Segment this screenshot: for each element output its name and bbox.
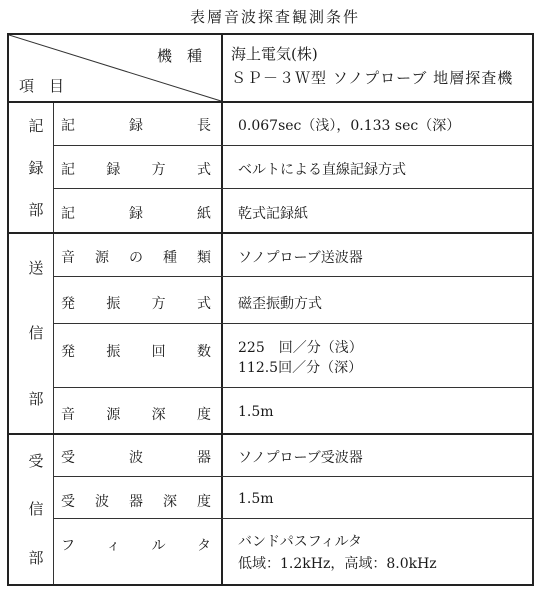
group-divider-2 (9, 433, 532, 435)
row-divider (53, 387, 532, 388)
value-receiver: ソノプローブ受波器 (238, 450, 363, 466)
group-label-char: 部 (28, 200, 44, 219)
row-divider (53, 476, 532, 477)
item-receiver-depth: 受 波 器 深 度 (61, 494, 211, 510)
value-source-type: ソノプローブ送波器 (238, 250, 363, 266)
header-divider (9, 101, 532, 103)
group-label-char: 信 (28, 500, 44, 519)
value-oscillation-rate-deep: 112.5回／分（深） (238, 360, 363, 376)
group-label-char: 信 (28, 324, 44, 343)
value-column-divider (221, 35, 223, 584)
item-record-paper: 記 録 紙 (61, 206, 211, 222)
value-filter-type: バンドパスフィルタ (238, 534, 363, 550)
row-divider (53, 323, 532, 324)
item-source-type: 音 源 の 種 類 (61, 250, 211, 266)
value-record-paper: 乾式記録紙 (238, 206, 308, 222)
header-corner-bottom: 項 目 (19, 77, 65, 95)
item-filter: フ ィ ル タ (61, 538, 211, 554)
item-receiver: 受 波 器 (61, 450, 211, 466)
value-source-depth: 1.5m (238, 404, 274, 420)
group-column-divider (53, 101, 54, 584)
item-record-method: 記 録 方 式 (61, 162, 211, 178)
group-label-char: 記 (28, 117, 44, 136)
table-title: 表層音波探査観測条件 (189, 8, 360, 26)
value-oscillation-method: 磁歪振動方式 (238, 296, 322, 312)
value-record-length: 0.067sec（浅），0.133 sec（深） (238, 118, 461, 134)
value-oscillation-rate-shallow: 225 回／分（浅） (238, 340, 363, 356)
row-divider (53, 518, 532, 519)
row-divider (53, 145, 532, 146)
group-divider-1 (9, 232, 532, 234)
group-label-char: 部 (28, 549, 44, 568)
header-corner-top: 機 種 (157, 47, 203, 65)
item-oscillation-rate: 発 振 回 数 (61, 344, 211, 360)
group-label-transmitting (19, 235, 53, 431)
group-label-recording (19, 105, 53, 230)
group-label-char: 部 (28, 389, 44, 408)
value-receiver-depth: 1.5m (238, 491, 274, 507)
group-label-char: 送 (28, 259, 44, 278)
row-divider (53, 188, 532, 189)
row-divider (53, 276, 532, 277)
group-label-char: 録 (28, 158, 44, 177)
value-filter-band: 低域：1.2kHz，高域：8.0kHz (238, 556, 437, 572)
item-record-length: 記 録 長 (61, 118, 211, 134)
group-label-receiving (19, 436, 53, 582)
value-record-method: ベルトによる直線記録方式 (238, 162, 406, 178)
item-oscillation-method: 発 振 方 式 (61, 296, 211, 312)
header-maker: 海上電気(株) (231, 45, 318, 63)
header-model: ＳＰ－３Ｗ型 ソノプローブ 地層探査機 (231, 69, 514, 87)
item-source-depth: 音 源 深 度 (61, 407, 211, 423)
group-label-char: 受 (28, 451, 44, 470)
conditions-table (7, 33, 534, 586)
